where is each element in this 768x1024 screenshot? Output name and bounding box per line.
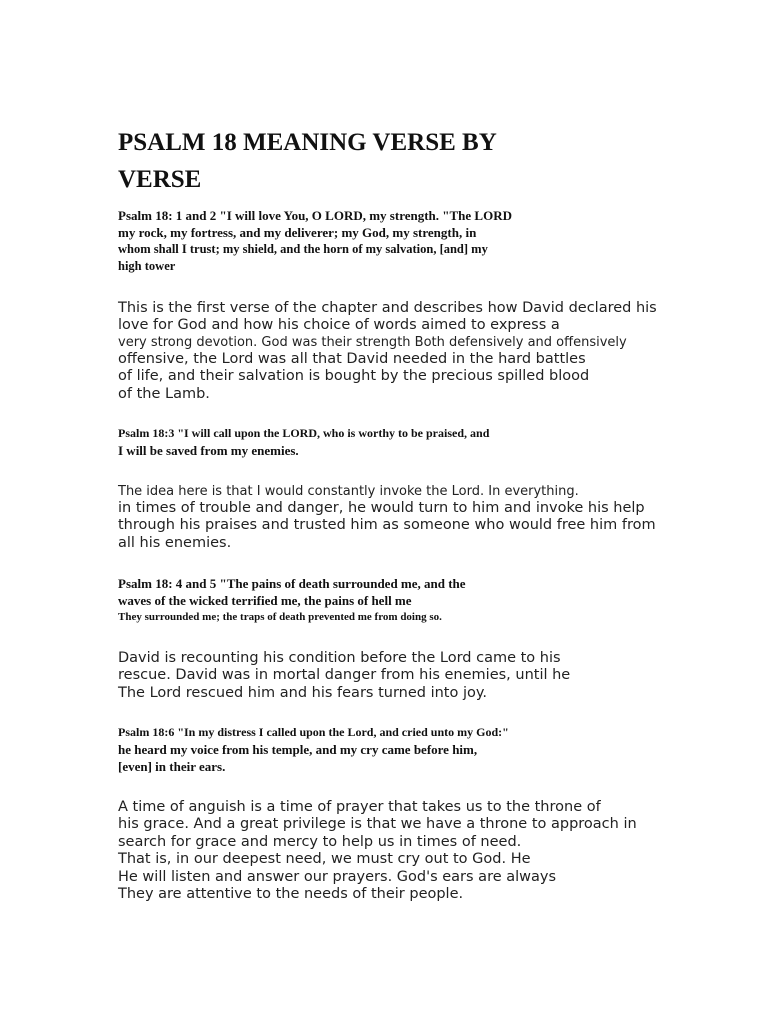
verse-quote-psalm-18-1-2 bbox=[118, 207, 512, 275]
commentary-paragraph bbox=[118, 799, 637, 903]
verse-line: [even] in their ears. bbox=[118, 759, 226, 774]
verse-line: Psalm 18: 4 and 5 "The pains of death surrounded me, and the bbox=[118, 576, 466, 591]
commentary-line: search for grace and mercy to help us in times of need. bbox=[118, 833, 522, 850]
page-title bbox=[118, 124, 497, 198]
commentary-line: He will listen and answer our prayers. God's ears are always bbox=[118, 868, 557, 885]
verse-line: whom shall I trust; my shield, and the horn of my salvation, [and] my bbox=[118, 242, 488, 256]
commentary-line: his grace. And a great privilege is that we have a throne to approach in bbox=[118, 816, 637, 833]
commentary-line: The Lord rescued him and his fears turned into joy. bbox=[118, 684, 487, 701]
commentary-line: They are attentive to the needs of their people. bbox=[118, 886, 464, 903]
commentary-line: A time of anguish is a time of prayer that takes us to the throne of bbox=[118, 799, 601, 815]
verse-line: my rock, my fortress, and my deliverer; my God, my strength, in bbox=[118, 225, 477, 240]
commentary-line: This is the first verse of the chapter and describes how David declared his bbox=[118, 300, 657, 316]
commentary-line: The idea here is that I would constantly invoke the Lord. In everything. bbox=[118, 484, 579, 499]
verse-line: I will be saved from my enemies. bbox=[118, 443, 299, 458]
title-line: VERSE bbox=[118, 166, 202, 193]
commentary-line: very strong devotion. God was their strength Both defensively and offensively bbox=[118, 334, 627, 350]
commentary-paragraph bbox=[118, 483, 656, 552]
commentary-line: all his enemies. bbox=[118, 534, 232, 551]
title-line: PSALM 18 MEANING VERSE BY bbox=[118, 129, 497, 156]
verse-line: Psalm 18:6 "In my distress I called upon the Lord, and cried unto my God:" bbox=[118, 725, 509, 739]
verse-quote-psalm-18-4-5 bbox=[118, 575, 466, 625]
verse-line: Psalm 18:3 "I will call upon the LORD, who is worthy to be praised, and bbox=[118, 426, 490, 440]
commentary-line: of life, and their salvation is bought by the precious spilled blood bbox=[118, 368, 590, 385]
verse-quote-psalm-18-6 bbox=[118, 724, 509, 775]
commentary-line: through his praises and trusted him as someone who would free him from bbox=[118, 517, 656, 534]
commentary-paragraph bbox=[118, 300, 657, 403]
commentary-line: of the Lamb. bbox=[118, 385, 210, 402]
commentary-line: love for God and how his choice of words aimed to express a bbox=[118, 317, 560, 334]
commentary-paragraph bbox=[118, 650, 570, 702]
commentary-line: David is recounting his condition before the Lord came to his bbox=[118, 650, 561, 666]
commentary-line: offensive, the Lord was all that David needed in the hard battles bbox=[118, 350, 586, 367]
verse-quote-psalm-18-3 bbox=[118, 425, 489, 459]
verse-line: They surrounded me; the traps of death prevented me from doing so. bbox=[118, 611, 442, 623]
verse-line: he heard my voice from his temple, and my cry came before him, bbox=[118, 742, 478, 757]
commentary-line: in times of trouble and danger, he would turn to him and invoke his help bbox=[118, 500, 645, 516]
verse-line: high tower bbox=[118, 259, 176, 273]
verse-line: Psalm 18: 1 and 2 "I will love You, O LORD, my strength. "The LORD bbox=[118, 208, 512, 223]
commentary-line: That is, in our deepest need, we must cry out to God. He bbox=[118, 851, 531, 868]
verse-line: waves of the wicked terrified me, the pains of hell me bbox=[118, 593, 412, 608]
commentary-line: rescue. David was in mortal danger from his enemies, until he bbox=[118, 667, 571, 684]
